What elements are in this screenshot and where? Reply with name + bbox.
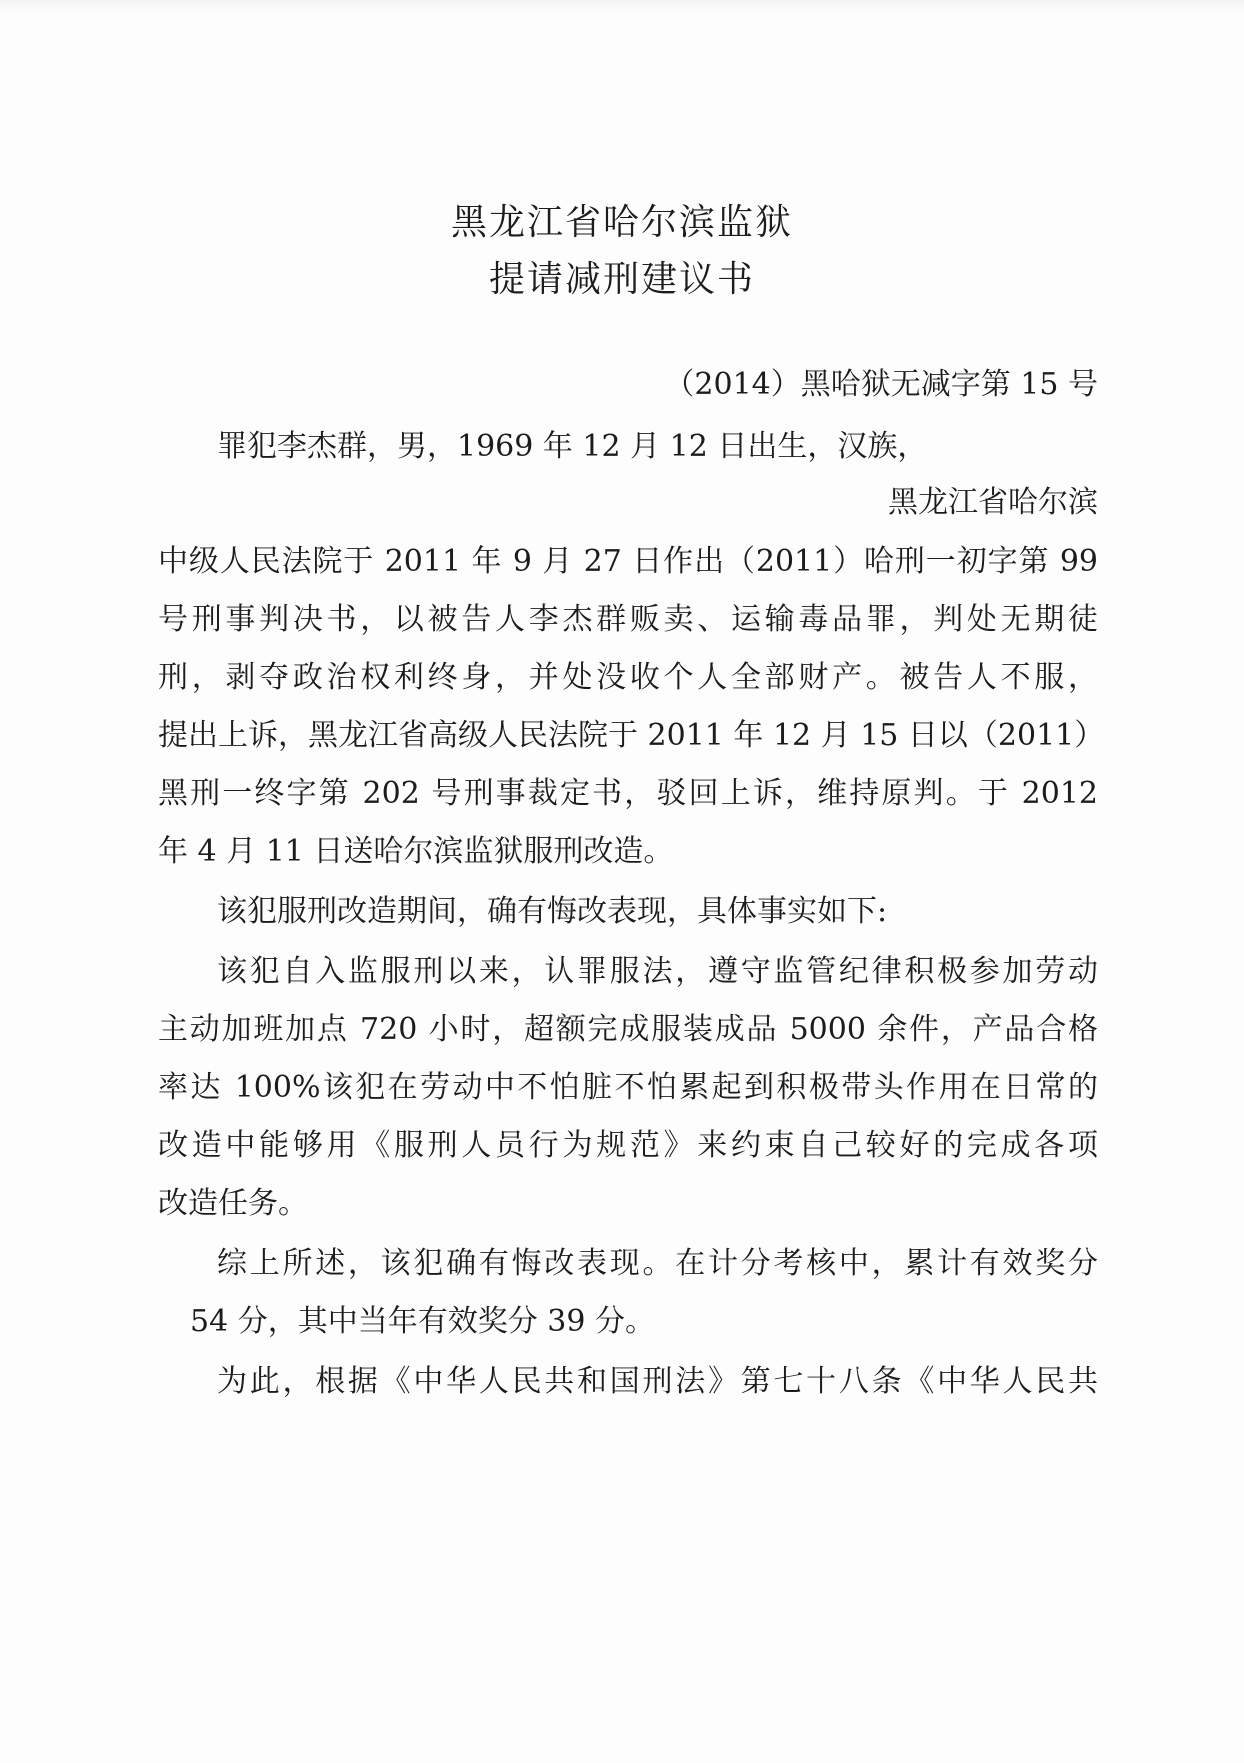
paragraph-line: 刑，剥夺政治权利终身，并处没收个人全部财产。被告人不服， bbox=[158, 660, 1098, 695]
paragraph-line: 罪犯李杰群，男，1969 年 12 月 12 日出生，汉族， bbox=[217, 429, 928, 464]
document-number: （2014）黑哈狱无减字第 15 号 bbox=[664, 367, 1098, 402]
title-institution: 黑龙江省哈尔滨监狱 bbox=[450, 202, 793, 243]
title-document-type: 提请减刑建议书 bbox=[488, 259, 755, 300]
paragraph-line: 改造任务。 bbox=[158, 1186, 308, 1221]
paragraph-line: 号刑事判决书，以被告人李杰群贩卖、运输毒品罪，判处无期徒 bbox=[158, 602, 1098, 637]
paragraph-line: 提出上诉，黑龙江省高级人民法院于 2011 年 12 月 15 日以（2011） bbox=[158, 718, 1105, 753]
paragraph-line: 54 分，其中当年有效奖分 39 分。 bbox=[190, 1304, 655, 1339]
paragraph-line: 该犯自入监服刑以来，认罪服法，遵守监管纪律积极参加劳动 bbox=[217, 954, 1098, 989]
paragraph-line: 改造中能够用《服刑人员行为规范》来约束自己较好的完成各项 bbox=[158, 1128, 1098, 1163]
paragraph-line: 黑龙江省哈尔滨 bbox=[888, 485, 1098, 520]
scan-edge bbox=[0, 0, 1244, 14]
paragraph-line: 年 4 月 11 日送哈尔滨监狱服刑改造。 bbox=[158, 834, 674, 869]
paragraph-line: 黑刑一终字第 202 号刑事裁定书，驳回上诉，维持原判。于 2012 bbox=[158, 776, 1098, 811]
paragraph-line: 主动加班加点 720 小时，超额完成服装成品 5000 余件，产品合格 bbox=[158, 1012, 1098, 1047]
paragraph-line: 综上所述，该犯确有悔改表现。在计分考核中，累计有效奖分 bbox=[217, 1246, 1098, 1281]
paragraph-line: 率达 100%该犯在劳动中不怕脏不怕累起到积极带头作用在日常的 bbox=[158, 1070, 1098, 1105]
paragraph-line: 中级人民法院于 2011 年 9 月 27 日作出（2011）哈刑一初字第 99 bbox=[158, 544, 1098, 579]
paragraph-line: 为此，根据《中华人民共和国刑法》第七十八条《中华人民共 bbox=[217, 1364, 1098, 1399]
paragraph-line: 该犯服刑改造期间，确有悔改表现，具体事实如下: bbox=[217, 894, 888, 929]
